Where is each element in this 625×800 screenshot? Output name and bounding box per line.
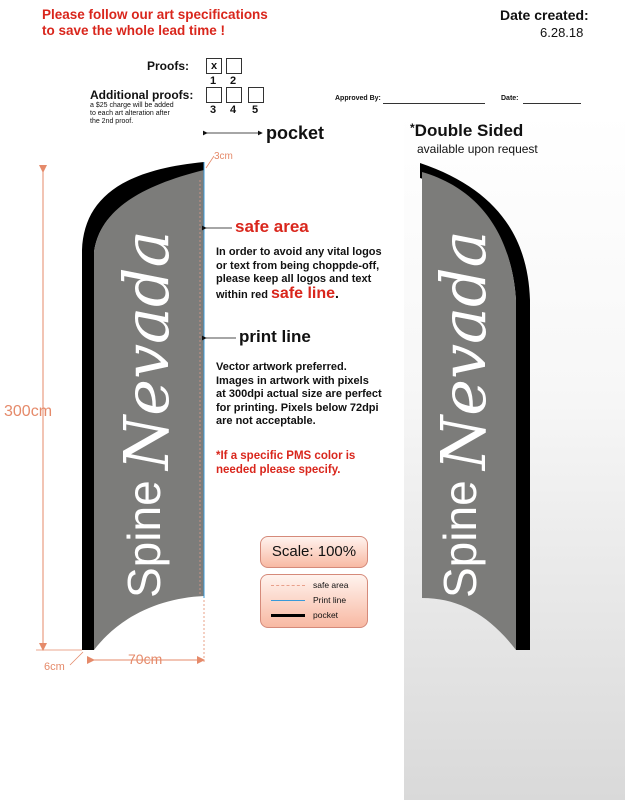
pocket-top-leader — [206, 156, 214, 168]
notice-line-2: to save the whole lead time ! — [42, 23, 226, 38]
print-line-text-1: Vector artwork preferred. — [216, 361, 347, 373]
pocket-side-leader — [70, 652, 83, 665]
legend-swatch-pocket — [271, 614, 305, 617]
proofs-label: Proofs: — [147, 59, 189, 73]
legend — [260, 574, 368, 628]
legend-swatch-print-line — [271, 600, 305, 601]
print-line-description — [216, 361, 382, 429]
safe-line-period: . — [335, 284, 339, 301]
scale-badge: Scale: 100% — [260, 536, 368, 568]
proof-number-4: 4 — [229, 104, 237, 116]
charge-note-line-2: to each art alteration after — [90, 110, 170, 117]
safe-area-line-2: or text from being choppde-off, — [216, 259, 380, 272]
safe-area-line-1: In order to avoid any vital logos — [216, 246, 382, 258]
available-upon-request: available upon request — [417, 142, 538, 156]
print-line-text-4: for printing. Pixels below 72dpi — [216, 401, 379, 414]
legend-label-safe-area: safe area — [313, 580, 349, 590]
pms-note-line-1: *If a specific PMS color is — [216, 450, 356, 462]
legend-swatch-safe-area — [271, 585, 305, 586]
left-flag-brand-script: Nevada — [110, 230, 183, 470]
print-line-text-2: Images in artwork with pixels — [216, 374, 369, 387]
charge-note-line-1: a $25 charge will be added — [90, 102, 174, 109]
pms-note — [216, 450, 355, 477]
additional-proofs-label: Additional proofs: — [90, 88, 194, 102]
pocket-callout: pocket — [266, 123, 325, 143]
safe-area-description — [216, 246, 382, 302]
double-sided-star: * — [410, 121, 415, 135]
safe-line-highlight: safe line — [271, 284, 336, 302]
proof-checkbox-1[interactable]: x — [206, 58, 222, 74]
date-created-label: Date created: — [500, 7, 589, 23]
approved-by-label: Approved By: — [335, 95, 381, 102]
pocket-top-label: 3cm — [214, 151, 233, 162]
notice-line-1: Please follow our art specifications — [42, 7, 268, 22]
safe-area-line-4: within red — [216, 288, 268, 301]
proof-number-1: 1 — [209, 75, 217, 87]
width-dimension-label: 70cm — [128, 651, 163, 667]
legend-label-print-line: Print line — [313, 595, 347, 605]
pms-note-line-2: needed please specify. — [216, 463, 341, 476]
proof-number-5: 5 — [251, 104, 259, 116]
right-flag-brand-script: Nevada — [427, 230, 500, 470]
charge-note-line-3: the 2nd proof. — [90, 118, 134, 125]
pocket-side-label: 6cm — [44, 661, 65, 673]
height-dimension-label: 300cm — [4, 403, 53, 420]
legend-item-print-line — [261, 594, 367, 608]
double-sided-title — [410, 121, 523, 141]
date-created-value: 6.28.18 — [540, 25, 584, 40]
print-line-text-3: at 300dpi actual size are perfect — [216, 388, 382, 400]
print-line-title: print line — [239, 327, 311, 346]
safe-area-title: safe area — [235, 217, 309, 236]
proof-number-3: 3 — [209, 104, 217, 116]
safe-area-line-3: please keep all logos and text — [216, 273, 372, 285]
left-flag-brand-spine: Spine — [118, 480, 170, 598]
date-label: Date: — [501, 95, 519, 102]
right-flag-brand-spine: Spine — [434, 480, 486, 598]
proof-number-2: 2 — [229, 75, 237, 87]
legend-item-safe-area — [261, 579, 367, 593]
print-line-text-5: are not acceptable. — [216, 415, 316, 427]
legend-item-pocket — [261, 609, 367, 623]
double-sided-text: Double Sided — [414, 121, 524, 140]
legend-label-pocket: pocket — [313, 610, 339, 620]
